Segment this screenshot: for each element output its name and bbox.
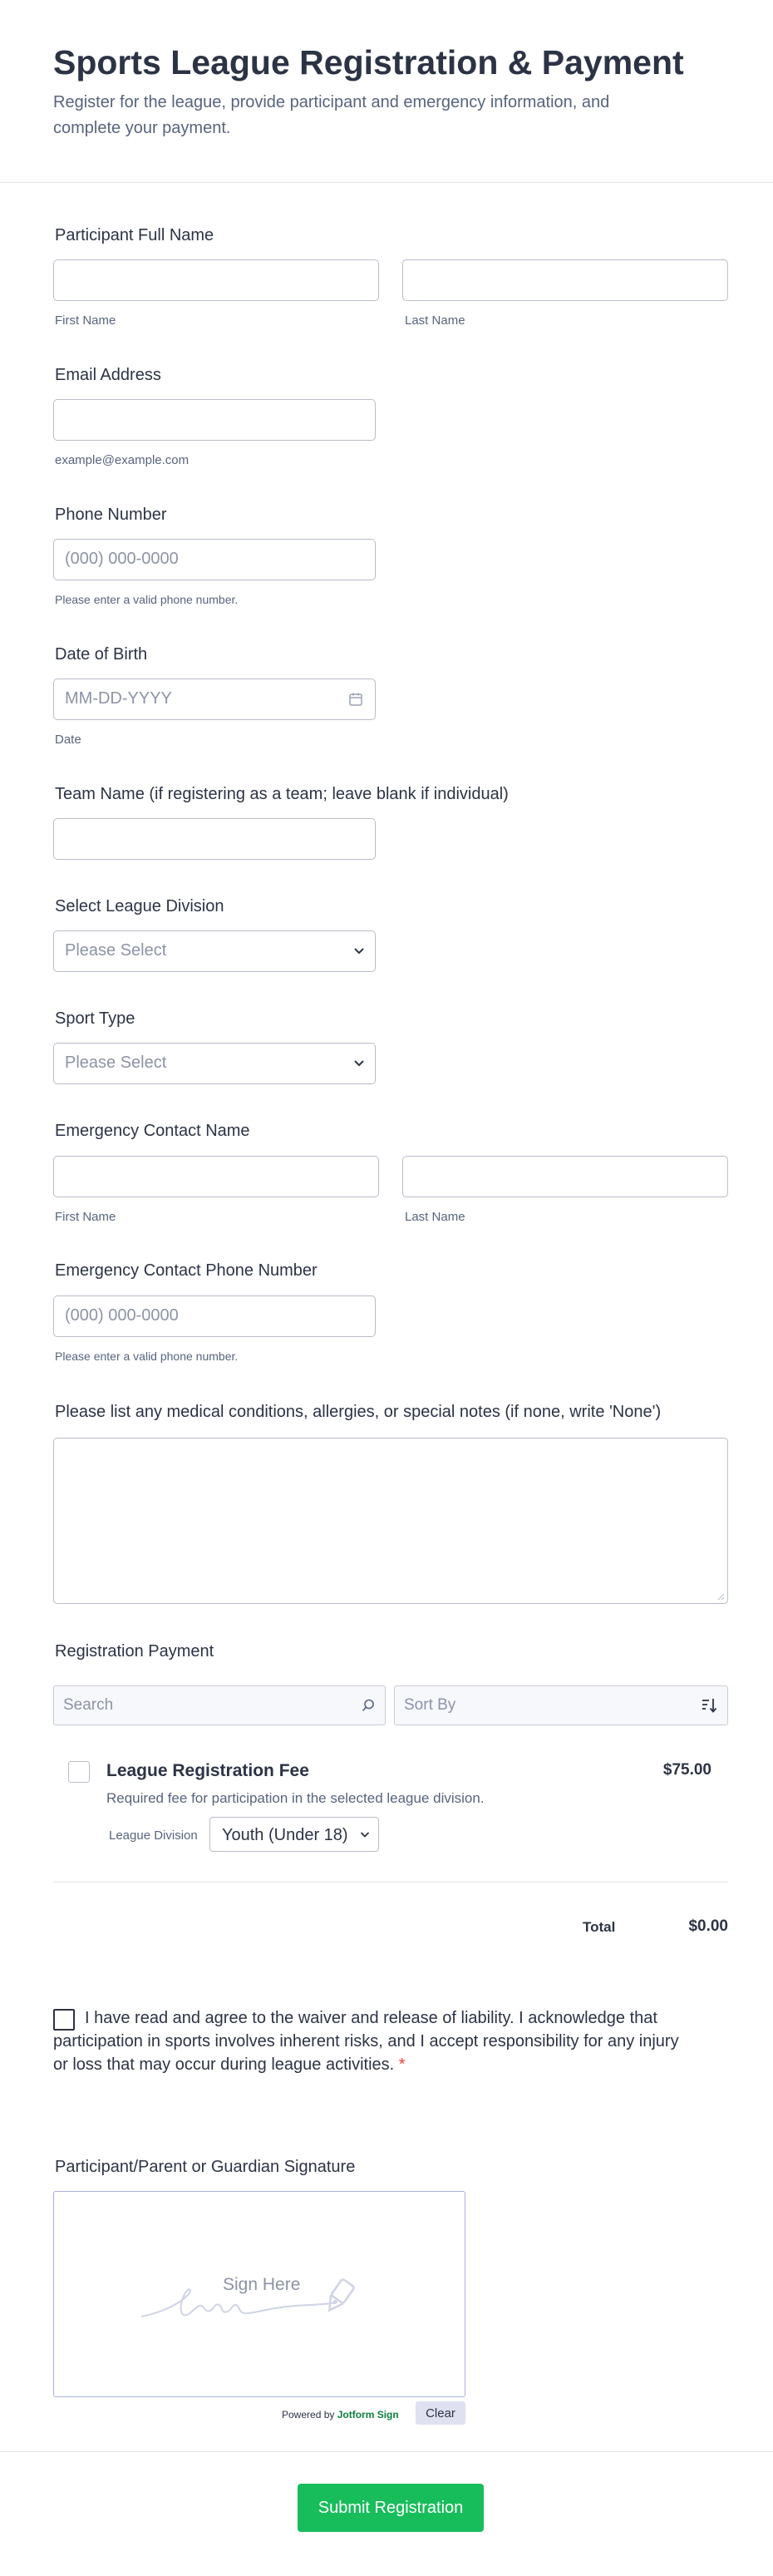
phone-label: Phone Number [55,506,167,524]
first-name-sublabel: First Name [55,1210,116,1224]
participant-last-name-input[interactable] [402,259,728,301]
team-name-label: Team Name (if registering as a team; leave blank if individual) [55,785,509,803]
phone-sublabel: Please enter a valid phone number. [55,593,239,606]
total-label: Total [583,1919,616,1935]
last-name-sublabel: Last Name [405,1210,465,1224]
dob-sublabel: Date [55,733,81,747]
product-option-select[interactable] [209,1817,379,1852]
emergency-name-label: Emergency Contact Name [55,1122,250,1140]
sport-type-label: Sport Type [55,1009,135,1028]
product-option-label: League Division [109,1828,198,1843]
search-placeholder: Search [63,1696,114,1714]
emergency-first-name-input[interactable] [53,1156,379,1197]
first-name-sublabel: First Name [55,313,116,328]
product-option-value: Youth (Under 18) [222,1826,348,1844]
form-title: Sports League Registration & Payment [53,43,684,81]
sort-placeholder: Sort By [404,1696,456,1714]
sort-icon[interactable] [701,1696,719,1715]
form-header [0,0,773,183]
product-checkbox[interactable] [68,1761,90,1783]
chevron-down-icon [353,947,365,955]
phone-input[interactable] [53,539,376,580]
emergency-phone-label: Emergency Contact Phone Number [55,1261,318,1280]
signature-placeholder: Sign Here [223,2275,301,2294]
dob-placeholder: MM-DD-YYYY [65,689,172,708]
division-select[interactable] [53,930,376,972]
product-search-input[interactable] [53,1685,386,1725]
powered-by [282,2409,399,2421]
resize-handle-icon[interactable] [716,1592,725,1601]
last-name-sublabel: Last Name [405,313,465,328]
total-value: $0.00 [688,1917,728,1935]
payment-divider [53,1882,728,1883]
medical-notes-label: Please list any medical conditions, allergies, or special notes (if none, write 'None') [55,1403,662,1421]
required-mark: * [398,2055,406,2074]
signature-label: Participant/Parent or Guardian Signature [55,2158,356,2176]
sport-type-placeholder: Please Select [65,1054,167,1072]
dob-input[interactable] [53,679,376,720]
calendar-icon[interactable] [348,692,363,707]
phone-placeholder: (000) 000-0000 [65,550,179,568]
product-price: $75.00 [662,1761,711,1779]
emergency-phone-placeholder: (000) 000-0000 [65,1306,179,1325]
team-name-input[interactable] [53,818,376,860]
powered-brand: Jotform Sign [337,2409,399,2421]
search-icon[interactable] [361,1698,376,1713]
division-label: Select League Division [55,897,224,915]
clear-signature-button[interactable]: Clear [416,2401,465,2425]
emergency-phone-input[interactable] [53,1295,376,1337]
dob-label: Date of Birth [55,645,148,664]
emergency-last-name-input[interactable] [402,1156,728,1197]
form-subtitle: Register for the league, provide participant and emergency information, and complete your payment. [53,93,610,137]
chevron-down-icon [360,1831,370,1838]
sport-type-select[interactable] [53,1043,376,1084]
division-placeholder: Please Select [65,941,167,960]
waiver-text [53,2006,685,2076]
footer-divider [0,2451,773,2452]
sort-by-select[interactable] [394,1685,728,1725]
medical-notes-textarea[interactable] [53,1438,728,1604]
emergency-phone-sublabel: Please enter a valid phone number. [55,1350,239,1363]
participant-first-name-input[interactable] [53,259,379,301]
email-label: Email Address [55,366,161,384]
submit-button[interactable]: Submit Registration [298,2484,484,2532]
waiver-label: I have read and agree to the waiver and release of liability. I acknowledge that participation in sports involves inherent risks, and I accept responsibility for any injury or loss that may occur during league activities. [53,2009,679,2074]
powered-prefix: Powered by [282,2409,335,2421]
signature-pad[interactable] [53,2191,465,2397]
product-name: League Registration Fee [106,1761,309,1780]
payment-label: Registration Payment [55,1642,214,1661]
email-sublabel: example@example.com [55,453,190,467]
participant-name-label: Participant Full Name [55,226,214,244]
email-input[interactable] [53,399,376,441]
product-description: Required fee for participation in the selected league division. [106,1790,485,1806]
chevron-down-icon [353,1059,365,1068]
